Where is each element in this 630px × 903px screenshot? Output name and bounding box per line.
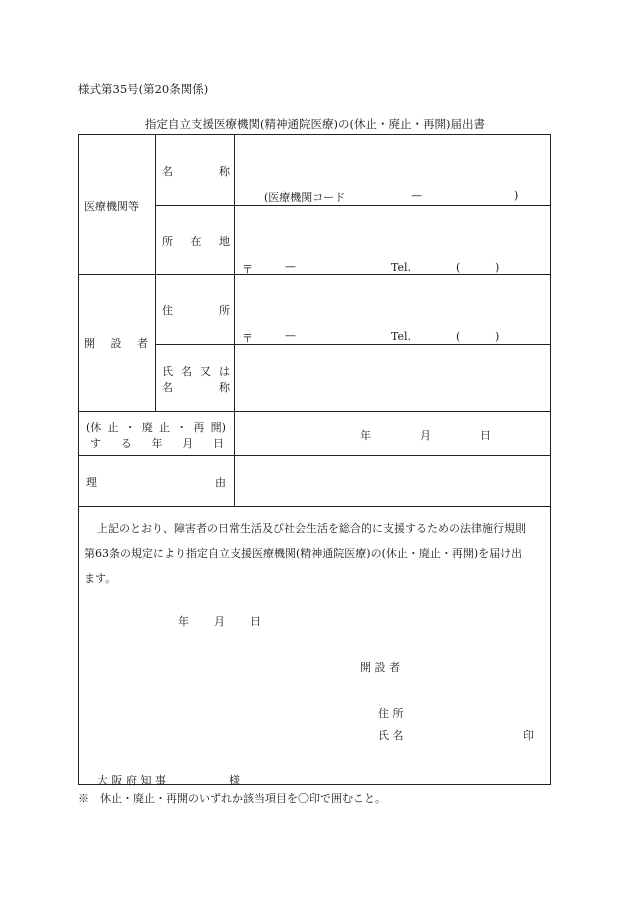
postal-mark: 〒: [242, 332, 253, 345]
institution-code-open: (医療機関コード: [264, 191, 346, 204]
founder-label: 開 設 者: [84, 337, 148, 350]
tel-close: ): [495, 330, 500, 343]
row-divider: [155, 205, 551, 206]
address-label: 所 在 地: [162, 235, 230, 248]
column-divider: [234, 135, 235, 506]
submission-year: 年: [178, 615, 189, 628]
row-divider: [79, 506, 551, 507]
row-divider: [155, 344, 551, 345]
addressee: 大 阪 府 知 事: [97, 774, 166, 787]
date-row-label-line1: (休 止 ・ 廃 止 ・ 再 開): [86, 421, 226, 434]
statement-line2: 第63条の規定により指定自立支援医療機関(精神通院医療)の(休止・廃止・再開)を届け出: [84, 547, 523, 560]
form-frame: [78, 134, 551, 785]
statement-line3: ます。: [84, 572, 117, 585]
signature-founder-label: 開 設 者: [360, 661, 400, 674]
founder-address-label: 住 所: [162, 304, 230, 317]
form-number: 様式第35号(第20条関係): [78, 82, 209, 96]
postal-dash: —: [285, 329, 296, 342]
submission-month: 月: [214, 615, 225, 628]
institution-code-close: ): [514, 189, 519, 202]
founder-name-label-line1: 氏 名 又 は: [162, 365, 230, 378]
date-year: 年: [360, 429, 371, 442]
postal-mark: 〒: [242, 263, 253, 276]
medical-institution-label: 医療機関等: [84, 200, 139, 213]
statement-line1: 上記のとおり、障害者の日常生活及び社会生活を総合的に支援するための法律施行規則: [97, 522, 526, 535]
row-divider: [79, 411, 551, 412]
signature-name-label: 氏 名: [378, 729, 404, 742]
row-divider: [79, 455, 551, 456]
name-label: 名 称: [162, 165, 230, 178]
date-row-label-line2: す る 年 月 日: [90, 437, 224, 450]
tel-open: (: [456, 330, 461, 343]
date-month: 月: [420, 429, 431, 442]
tel-label: Tel.: [391, 261, 412, 274]
footnote: ※ 休止・廃止・再開のいずれか該当項目を〇印で囲むこと。: [78, 792, 386, 805]
row-divider: [79, 274, 551, 275]
tel-label: Tel.: [391, 330, 412, 343]
institution-code-dash: —: [411, 189, 422, 202]
column-divider: [155, 135, 156, 411]
tel-close: ): [495, 261, 500, 274]
postal-dash: —: [285, 260, 296, 273]
date-day: 日: [480, 429, 491, 442]
document-title: 指定自立支援医療機関(精神通院医療)の(休止・廃止・再開)届出書: [145, 117, 485, 131]
tel-open: (: [456, 261, 461, 274]
founder-name-label-line2: 名 称: [162, 381, 230, 394]
honorific: 様: [229, 774, 240, 787]
signature-address-label: 住 所: [378, 707, 404, 720]
seal-mark: 印: [523, 729, 534, 742]
submission-day: 日: [250, 615, 261, 628]
reason-label: 理 由: [86, 476, 226, 489]
